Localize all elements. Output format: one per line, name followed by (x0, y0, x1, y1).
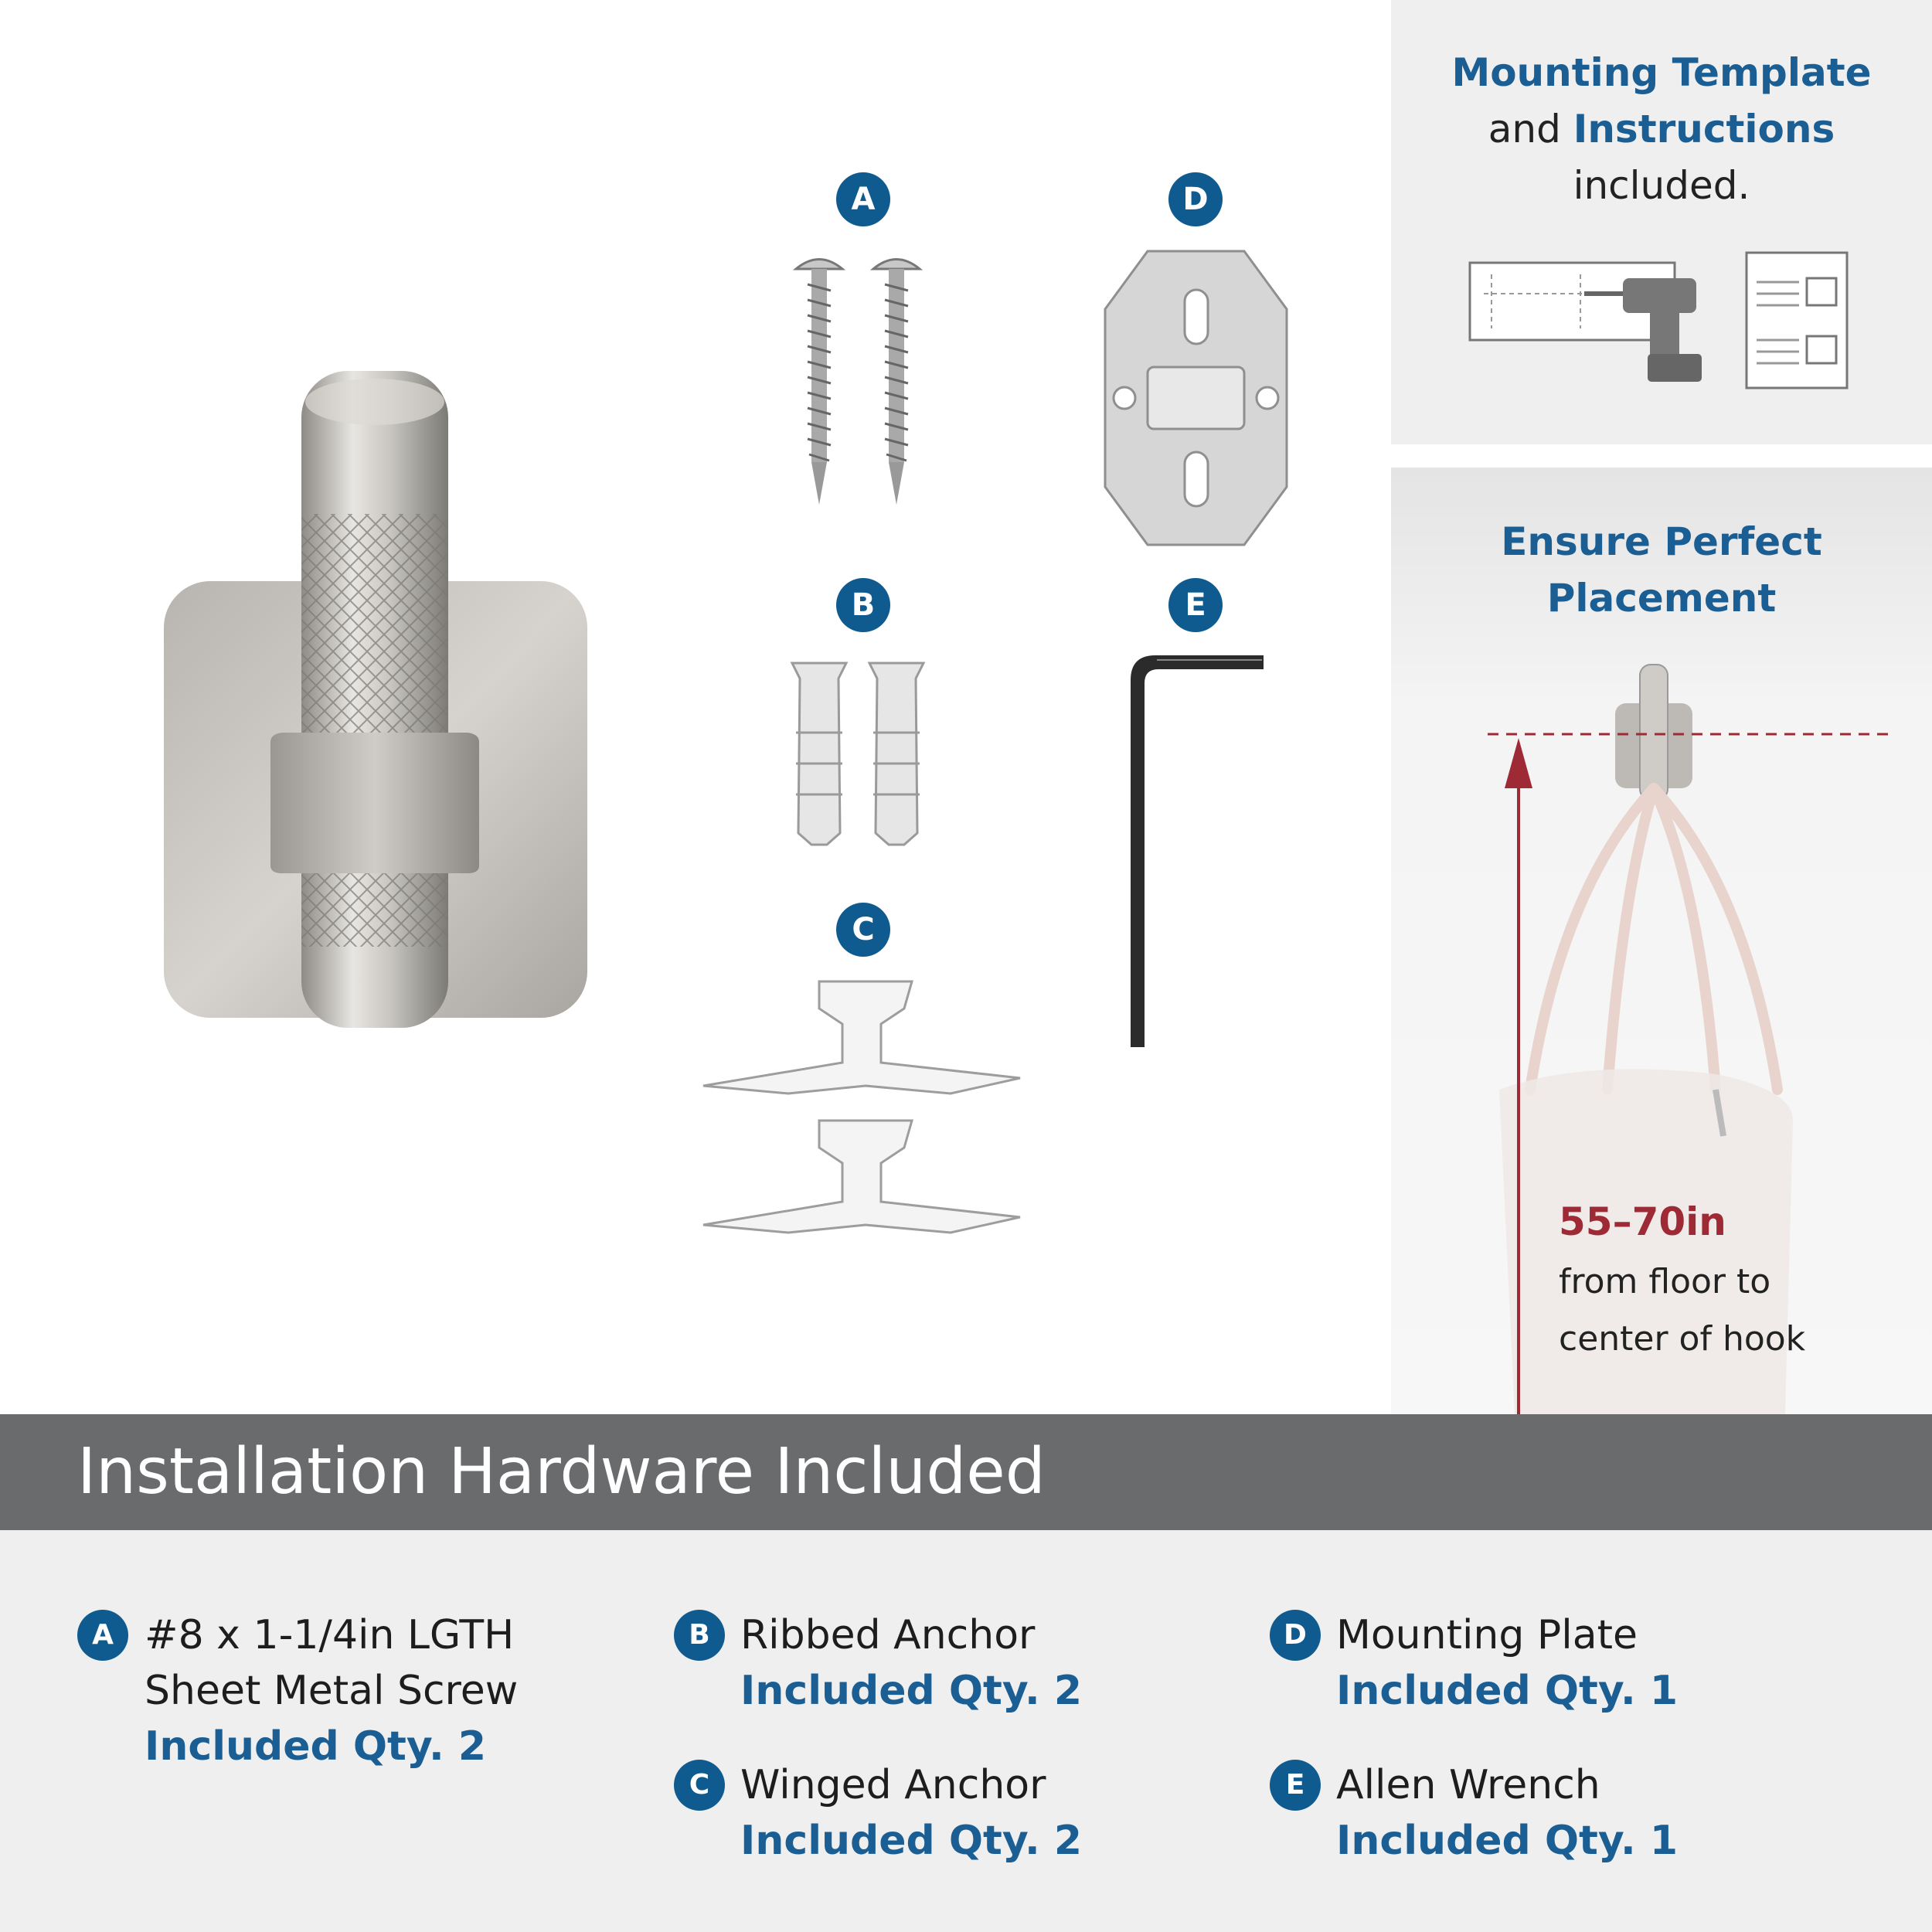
template-panel-line2 (1391, 101, 1932, 158)
list-item-c (740, 1757, 1082, 1869)
list-item-d (1336, 1607, 1678, 1719)
placement-title-line2: Placement (1546, 576, 1777, 621)
placement-desc-line2: center of hook (1559, 1319, 1806, 1359)
hook-height-line (1488, 726, 1889, 742)
list-a-badge: A (77, 1610, 128, 1661)
template-panel-instructions: Instructions (1573, 107, 1835, 151)
list-a-qty: Included Qty. 2 (145, 1723, 487, 1770)
part-e-badge: E (1168, 578, 1223, 632)
template-panel-text (1391, 45, 1932, 214)
list-item-a (145, 1607, 518, 1774)
ribbed-anchors-image (784, 655, 939, 849)
template-panel-included: included. (1573, 163, 1750, 208)
template-panel-and: and (1488, 107, 1561, 151)
part-d-badge: D (1168, 172, 1223, 226)
placement-desc-line1: from floor to (1559, 1262, 1771, 1301)
list-c-badge: C (674, 1760, 725, 1811)
list-item-e (1336, 1757, 1678, 1869)
instructions-sheet-icon (1745, 251, 1849, 390)
banner-title: Installation Hardware Included (77, 1435, 1046, 1509)
mounting-plate-image (1101, 247, 1291, 549)
placement-panel-title (1391, 514, 1932, 627)
part-b-badge: B (836, 578, 890, 632)
drill-template-icon (1468, 255, 1716, 386)
sheet-metal-screws-image (792, 246, 939, 509)
towel-hook-product-image (155, 371, 611, 1036)
list-e-badge: E (1270, 1760, 1321, 1811)
list-a-name-line2: Sheet Metal Screw (145, 1668, 519, 1714)
template-panel-title: Mounting Template (1451, 50, 1872, 95)
part-a-badge: A (836, 172, 890, 226)
part-c-badge: C (836, 903, 890, 957)
list-b-qty: Included Qty. 2 (740, 1668, 1083, 1714)
placement-measurement: 55–70in (1559, 1199, 1726, 1244)
list-e-name: Allen Wrench (1336, 1762, 1600, 1808)
list-d-name: Mounting Plate (1336, 1612, 1638, 1658)
list-d-qty: Included Qty. 1 (1336, 1668, 1679, 1714)
list-c-qty: Included Qty. 2 (740, 1818, 1083, 1864)
placement-title-line1: Ensure Perfect (1501, 519, 1822, 564)
list-a-name-line1: #8 x 1-1/4in LGTH (145, 1612, 515, 1658)
winged-anchors-image (696, 978, 1032, 1236)
list-e-qty: Included Qty. 1 (1336, 1818, 1679, 1864)
list-item-b (740, 1607, 1082, 1719)
height-arrow (1503, 738, 1534, 1414)
list-c-name: Winged Anchor (740, 1762, 1046, 1808)
allen-wrench-image (1124, 649, 1271, 1051)
list-b-name: Ribbed Anchor (740, 1612, 1036, 1658)
list-d-badge: D (1270, 1610, 1321, 1661)
list-b-badge: B (674, 1610, 725, 1661)
